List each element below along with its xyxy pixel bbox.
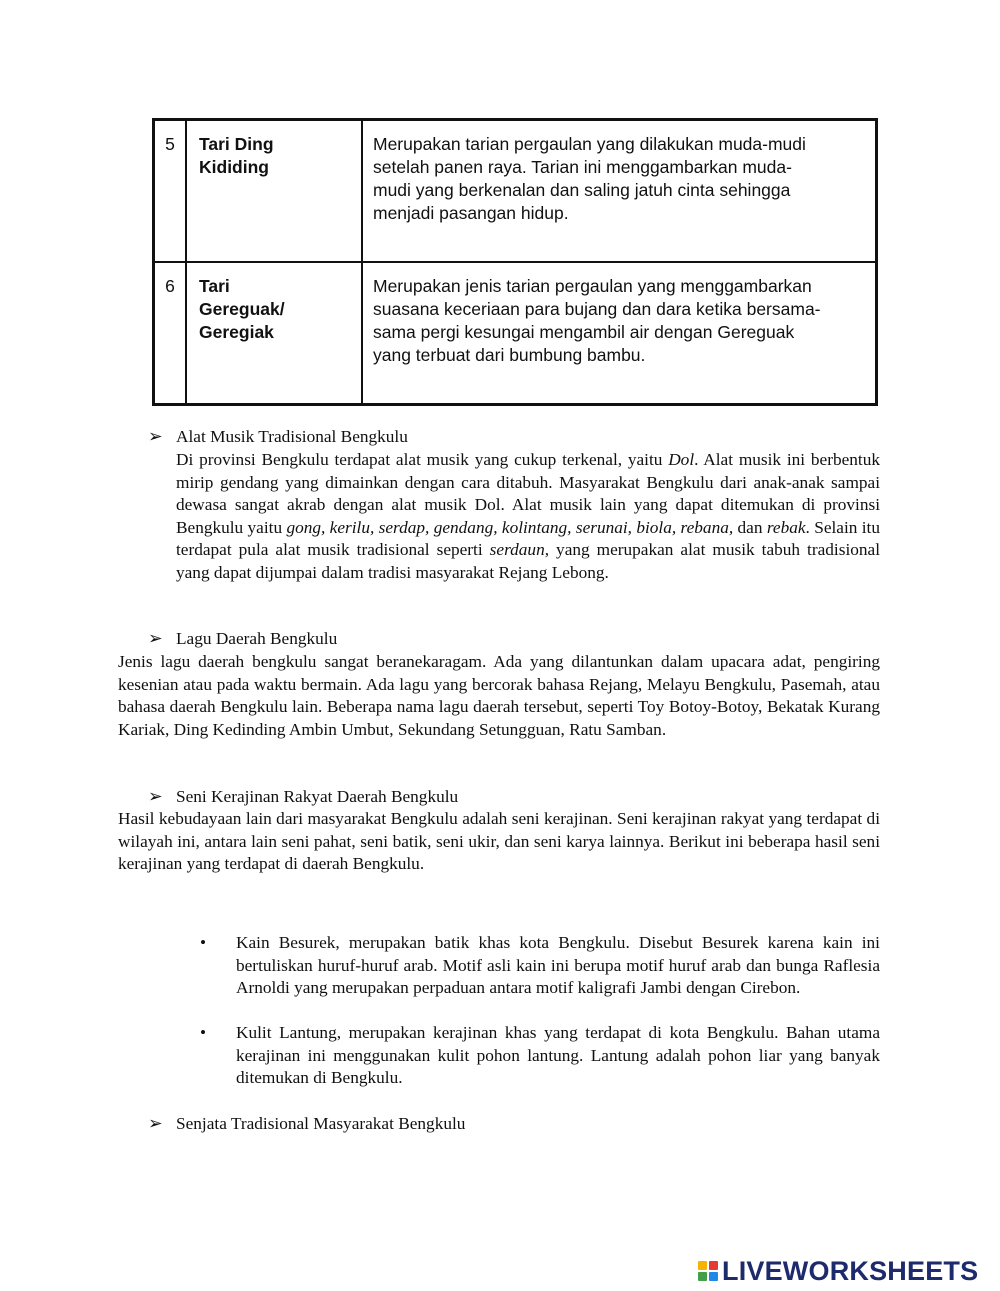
logo-block bbox=[709, 1272, 718, 1281]
music-paragraph bbox=[176, 449, 880, 584]
section-heading-text: Alat Musik Tradisional Bengkulu bbox=[176, 427, 408, 446]
dance-name-line: Kididing bbox=[199, 157, 269, 177]
row-number: 5 bbox=[154, 120, 187, 263]
description-line: mudi yang berkenalan dan saling jatuh cinta sehingga bbox=[373, 180, 791, 200]
crafts-heading bbox=[148, 786, 458, 809]
paragraph-text: , yang merupakan alat musik tabuh tradisional yang dapat dijumpai dalam tradisi masyarakat Rejang Lebong. bbox=[176, 540, 880, 582]
description-line: Merupakan tarian pergaulan yang dilakukan muda-mudi bbox=[373, 134, 806, 154]
instrument-name: serdaun bbox=[489, 540, 545, 559]
dance-name bbox=[186, 120, 362, 263]
description-line: sama pergi kesungai mengambil air dengan Gereguak bbox=[373, 322, 795, 342]
arrow-bullet-icon: ➢ bbox=[148, 787, 163, 806]
instrument-name: Dol bbox=[668, 450, 695, 469]
dance-name-line: Tari bbox=[199, 276, 230, 296]
dance-table bbox=[152, 118, 878, 406]
music-heading bbox=[148, 426, 408, 449]
dance-name-line: Geregiak bbox=[199, 322, 274, 342]
logo-blocks-icon bbox=[698, 1261, 718, 1281]
arrow-bullet-icon: ➢ bbox=[148, 1114, 163, 1133]
instrument-name: rebak bbox=[766, 517, 806, 537]
section-heading-text: Lagu Daerah Bengkulu bbox=[176, 629, 338, 648]
instrument-list: gong, kerilu, serdap, gendang, kolintang, serunai, biola, rebana, bbox=[286, 517, 734, 537]
description-line: menjadi pasangan hidup. bbox=[373, 203, 569, 223]
bullet-icon: • bbox=[200, 1023, 207, 1042]
dance-description bbox=[362, 262, 877, 405]
bullet-icon: • bbox=[200, 933, 207, 952]
logo-block bbox=[709, 1261, 718, 1270]
dance-name-line: Tari Ding bbox=[199, 134, 274, 154]
dance-name bbox=[186, 262, 362, 405]
logo-text: LIVEWORKSHEETS bbox=[722, 1255, 979, 1286]
songs-heading bbox=[148, 628, 337, 651]
table-row bbox=[154, 120, 877, 263]
section-heading-text: Seni Kerajinan Rakyat Daerah Bengkulu bbox=[176, 787, 459, 806]
paragraph-text: Di provinsi Bengkulu terdapat alat musik yang cukup terkenal, yaitu bbox=[176, 450, 669, 469]
paragraph-text: . Selain itu terdapat pula alat musik tradisional seperti bbox=[176, 517, 880, 559]
description-line: suasana keceriaan para bujang dan dara ketika bersama- bbox=[373, 299, 821, 319]
crafts-paragraph: Hasil kebudayaan lain dari masyarakat Bengkulu adalah seni kerajinan. Seni kerajinan rakyat yang terdapat di wilayah ini, antara lain seni pahat, seni batik, seni ukir, dan seni karya lainnya. Berikut ini beberapa hasil seni kerajinan yang terdapat di daerah Bengkulu. bbox=[118, 809, 880, 873]
table-row bbox=[154, 262, 877, 405]
paragraph-text: . Alat musik ini berbentuk mirip gendang yang dimainkan dengan cara ditabuh. Masyarakat Bengkulu dari anak-anak sampai dewasa sangat akrab dengan alat musik Dol. Alat musik lain yang dapat ditemukan di provinsi Bengkulu yaitu bbox=[176, 450, 880, 537]
logo-block bbox=[698, 1261, 707, 1270]
list-item-text: Kain Besurek, merupakan batik khas kota Bengkulu. Disebut Besurek karena kain ini bertuliskan huruf-huruf arab. Motif asli kain ini berupa motif huruf arab dan bunga Raflesia Arnoldi yang merupakan perpaduan antara motif kaligrafi Jambi dengan Cirebon. bbox=[236, 933, 880, 997]
list-item bbox=[200, 1022, 880, 1090]
logo-block bbox=[698, 1272, 707, 1281]
section-heading-text: Senjata Tradisional Masyarakat Bengkulu bbox=[176, 1114, 466, 1133]
description-line: Merupakan jenis tarian pergaulan yang menggambarkan bbox=[373, 276, 812, 296]
songs-paragraph: Jenis lagu daerah bengkulu sangat beranekaragam. Ada yang dilantunkan dalam upacara adat, pengiring kesenian atau pada waktu bermain. Ada lagu yang bercorak bahasa Rejang, Melayu Bengkulu, Pasemah, atau bahasa daerah Bengkulu lain. Beberapa nama lagu daerah tersebut, seperti Toy Botoy-Botoy, Bekatak Kurang Kariak, Ding Kedinding Ambin Umbut, Sekundang Setungguan, Ratu Samban. bbox=[118, 652, 880, 739]
paragraph-text: dan bbox=[733, 517, 767, 537]
liveworksheets-logo bbox=[698, 1257, 978, 1285]
dance-description bbox=[362, 120, 877, 263]
description-line: setelah panen raya. Tarian ini menggambarkan muda- bbox=[373, 157, 792, 177]
list-item bbox=[200, 932, 880, 1000]
list-item-text: Kulit Lantung, merupakan kerajinan khas yang terdapat di kota Bengkulu. Bahan utama kerajinan ini menggunakan kulit pohon lantung. Lantung adalah pohon liar yang banyak ditemukan di Bengkulu. bbox=[236, 1023, 880, 1087]
description-line: yang terbuat dari bumbung bambu. bbox=[373, 345, 646, 365]
dance-name-line: Gereguak/ bbox=[199, 299, 285, 319]
arrow-bullet-icon: ➢ bbox=[148, 427, 163, 446]
arrow-bullet-icon: ➢ bbox=[148, 629, 163, 648]
row-number: 6 bbox=[154, 262, 187, 405]
weapons-heading bbox=[148, 1113, 465, 1136]
